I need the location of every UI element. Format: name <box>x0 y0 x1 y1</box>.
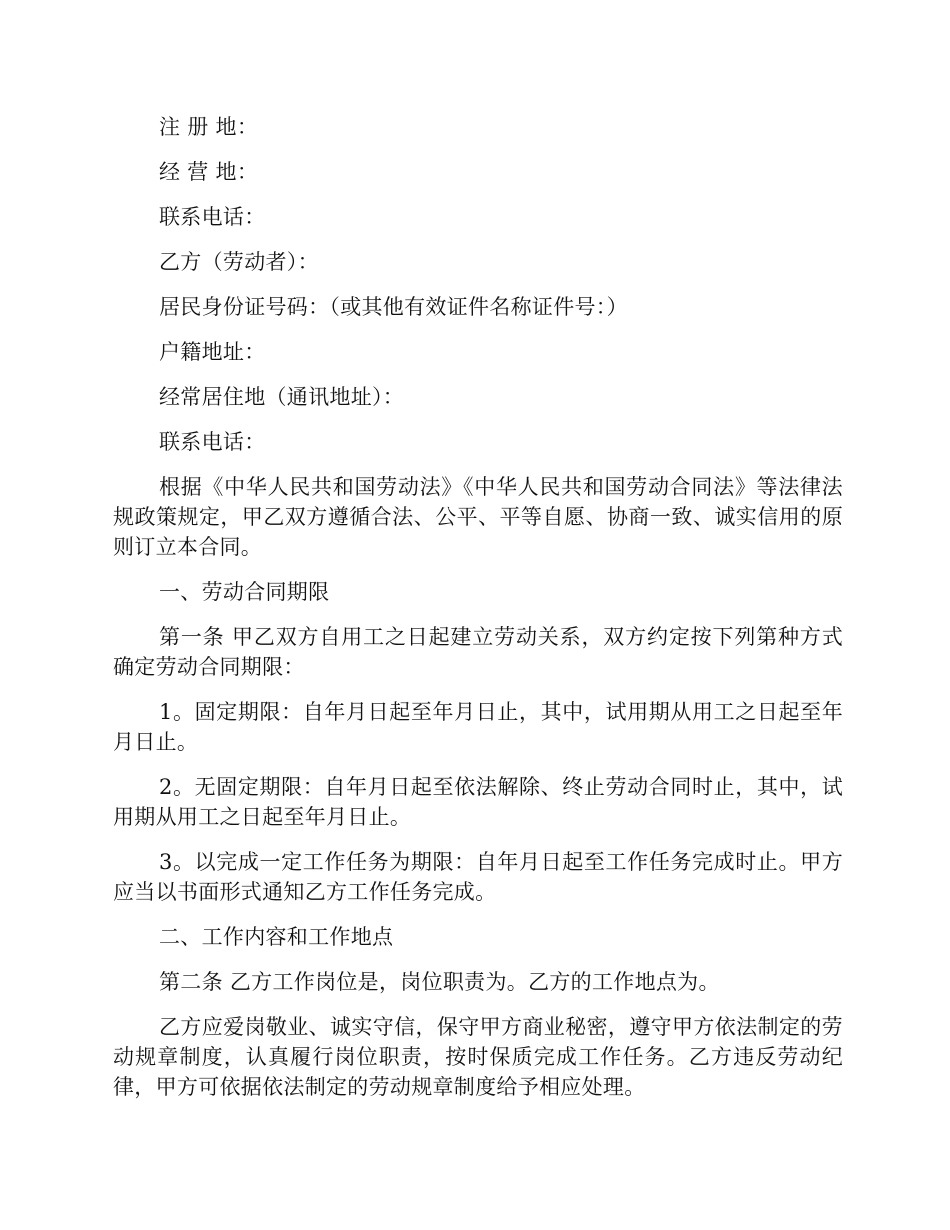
section-2-heading: 二、工作内容和工作地点 <box>159 925 394 949</box>
duties-paragraph: 乙方应爱岗敬业、诚实守信，保守甲方商业秘密，遵守甲方依法制定的劳动规章制度，认真履行岗位职责，按时保质完成工作任务。乙方违反劳动纪律，甲方可依据依法制定的劳动规章制度给予相应处理。 <box>113 1015 843 1099</box>
article-2-paragraph: 第二条 乙方工作岗位是，岗位职责为。乙方的工作地点为。 <box>159 970 720 994</box>
term-option-2: 2。无固定期限：自年月日起至依法解除、终止劳动合同时止，其中，试用期从用工之日起至年月日止。 <box>113 775 843 829</box>
id-number-field: 居民身份证号码：（或其他有效证件名称证件号：） <box>159 295 628 319</box>
employer-phone-field: 联系电话： <box>159 205 266 229</box>
party-b-field: 乙方（劳动者）： <box>159 250 319 274</box>
residence-address-field: 经常居住地（通讯地址）： <box>159 385 405 409</box>
term-option-1: 1。固定期限：自年月日起至年月日止，其中，试用期从用工之日起至年月日止。 <box>113 700 843 754</box>
registered-address-field: 注 册 地： <box>159 115 259 139</box>
section-1-heading: 一、劳动合同期限 <box>159 580 330 604</box>
preamble-paragraph: 根据《中华人民共和国劳动法》《中华人民共和国劳动合同法》等法律法规政策规定，甲乙双方遵循合法、公平、平等自愿、协商一致、诚实信用的原则订立本合同。 <box>113 475 843 559</box>
term-option-3: 3。以完成一定工作任务为期限：自年月日起至工作任务完成时止。甲方应当以书面形式通知乙方工作任务完成。 <box>113 850 843 904</box>
employee-phone-field: 联系电话： <box>159 430 266 454</box>
household-address-field: 户籍地址： <box>159 340 266 364</box>
document-body <box>113 112 843 1117</box>
business-address-field: 经 营 地： <box>159 160 259 184</box>
article-1-paragraph: 第一条 甲乙双方自用工之日起建立劳动关系，双方约定按下列第种方式确定劳动合同期限： <box>113 625 843 679</box>
